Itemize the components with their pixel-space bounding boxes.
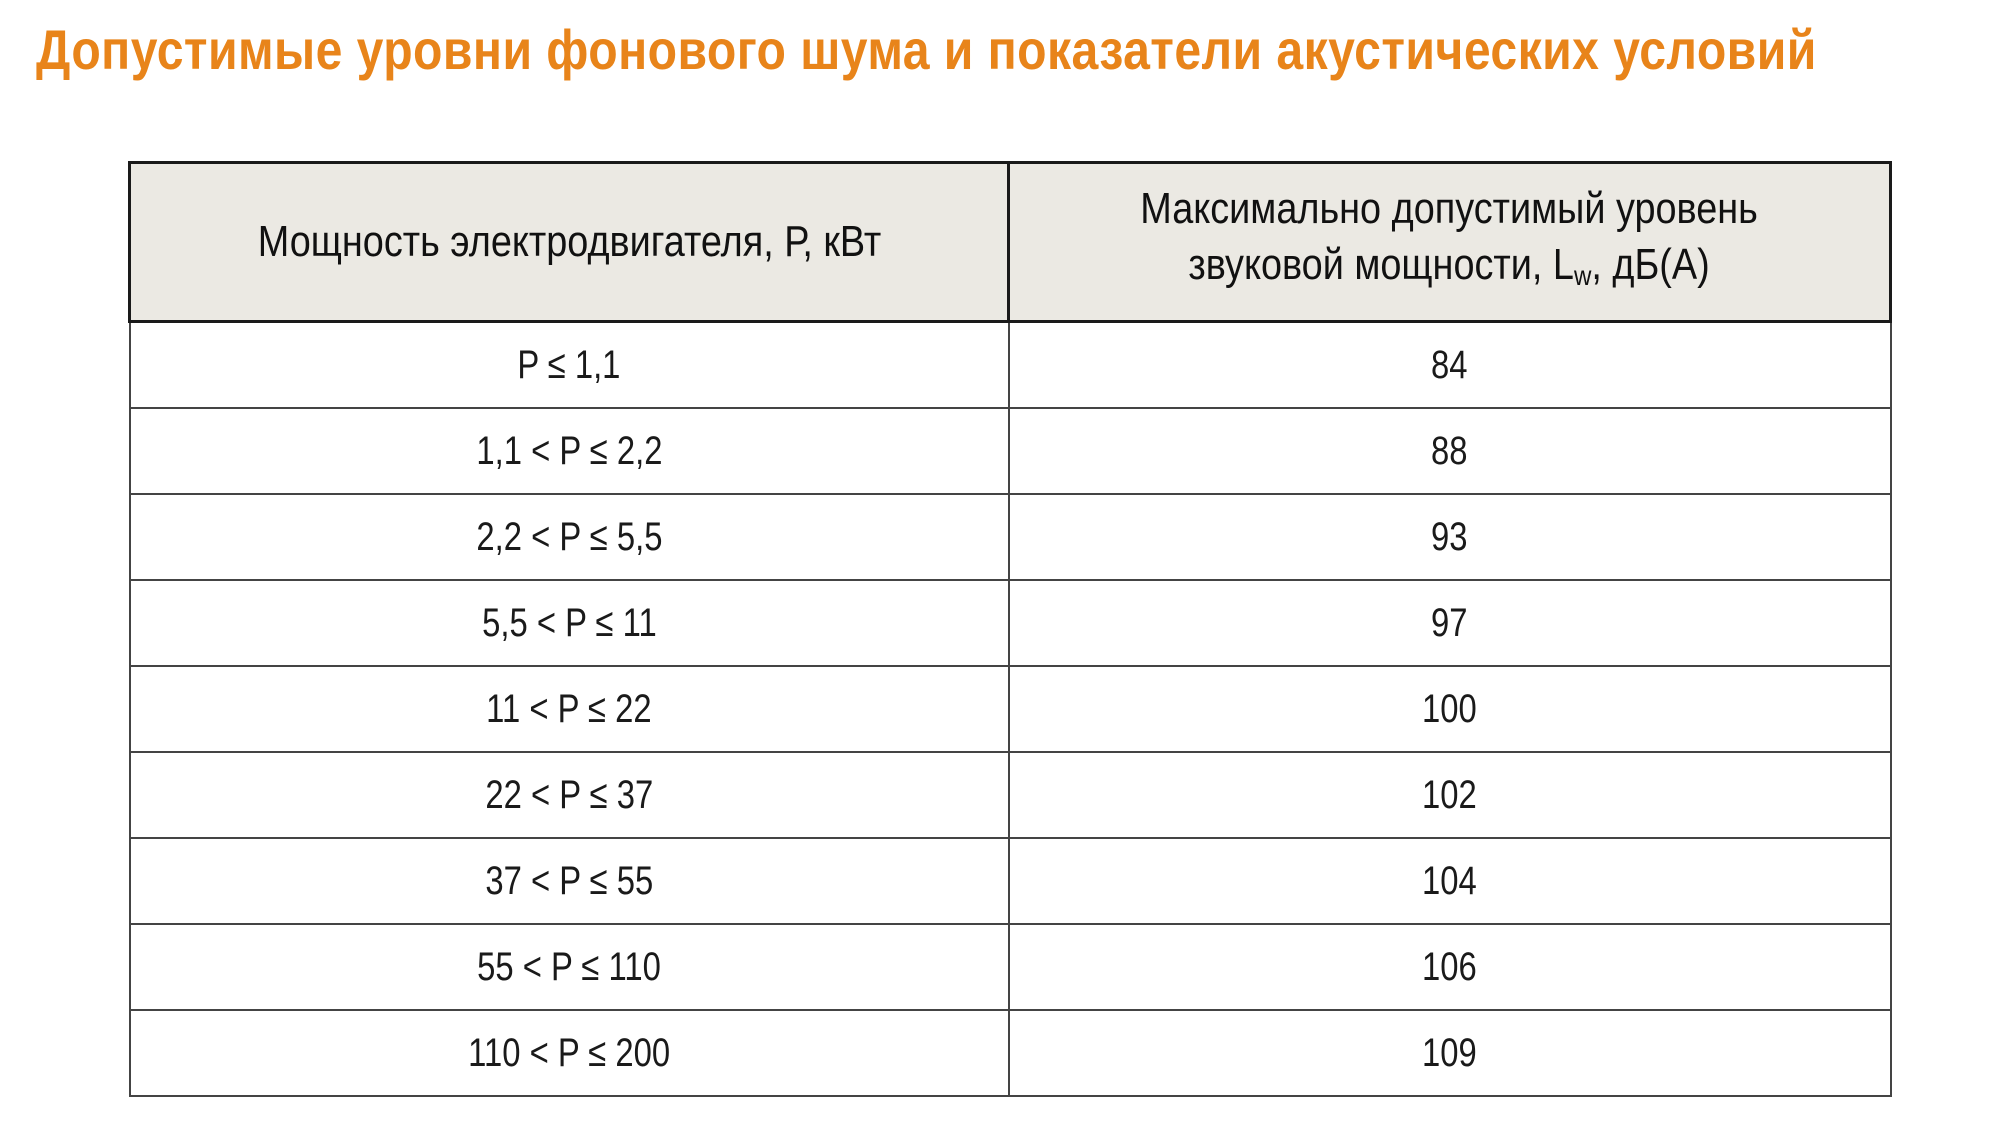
level-cell (1009, 494, 1891, 580)
level-cell-text: 84 (1431, 342, 1468, 387)
table-row (130, 408, 1891, 494)
level-cell-text: 104 (1422, 858, 1477, 903)
power-cell-text: 2,2 < P ≤ 5,5 (475, 514, 663, 559)
level-cell (1009, 666, 1891, 752)
table-row (130, 838, 1891, 924)
power-cell (130, 322, 1009, 409)
level-cell-text: 106 (1422, 944, 1477, 989)
power-cell-text: 55 < P ≤ 110 (477, 944, 661, 989)
page-title: Допустимые уровни фонового шума и показатели акустических условий (36, 18, 1817, 81)
table-row (130, 924, 1891, 1010)
power-cell-text: P ≤ 1,1 (517, 342, 621, 387)
power-cell-text: 11 < P ≤ 22 (486, 686, 652, 731)
power-cell (130, 838, 1009, 924)
power-cell-text: 22 < P ≤ 37 (485, 772, 653, 817)
level-cell-text: 93 (1431, 514, 1468, 559)
level-cell-text: 100 (1422, 686, 1477, 731)
header-max-sound-power-subscript: w (1574, 259, 1592, 291)
table-header-row (130, 163, 1891, 322)
power-cell-text: 5,5 < P ≤ 11 (481, 600, 657, 645)
table-row (130, 494, 1891, 580)
power-cell (130, 1010, 1009, 1096)
table-row (130, 1010, 1891, 1096)
power-cell-text: 1,1 < P ≤ 2,2 (475, 428, 663, 473)
header-max-sound-power-line2-prefix: звуковой мощности, L (1188, 239, 1575, 289)
power-cell (130, 408, 1009, 494)
table-row (130, 322, 1891, 409)
power-cell (130, 494, 1009, 580)
level-cell-text: 109 (1422, 1030, 1477, 1075)
power-cell (130, 666, 1009, 752)
level-cell (1009, 1010, 1891, 1096)
header-max-sound-power-line2-suffix: , дБ(А) (1591, 239, 1711, 289)
table-body (130, 322, 1891, 1097)
level-cell-text: 102 (1422, 772, 1477, 817)
noise-levels-table (128, 161, 1892, 1097)
level-cell (1009, 752, 1891, 838)
noise-levels-table-container (128, 161, 1889, 1097)
power-cell-text: 110 < P ≤ 200 (468, 1030, 670, 1075)
level-cell (1009, 322, 1891, 409)
level-cell (1009, 924, 1891, 1010)
header-max-sound-power-label (1141, 181, 1759, 304)
power-cell-text: 37 < P ≤ 55 (485, 858, 653, 903)
header-motor-power (130, 163, 1009, 322)
header-max-sound-power (1009, 163, 1891, 322)
power-cell (130, 580, 1009, 666)
power-cell (130, 752, 1009, 838)
header-max-sound-power-line1: Максимально допустимый уровень (1140, 183, 1759, 233)
level-cell (1009, 580, 1891, 666)
power-cell (130, 924, 1009, 1010)
level-cell (1009, 838, 1891, 924)
level-cell (1009, 408, 1891, 494)
table-row (130, 666, 1891, 752)
header-motor-power-label: Мощность электродвигателя, Р, кВт (257, 217, 881, 266)
table-row (130, 752, 1891, 838)
level-cell-text: 97 (1431, 600, 1468, 645)
table-row (130, 580, 1891, 666)
level-cell-text: 88 (1431, 428, 1468, 473)
